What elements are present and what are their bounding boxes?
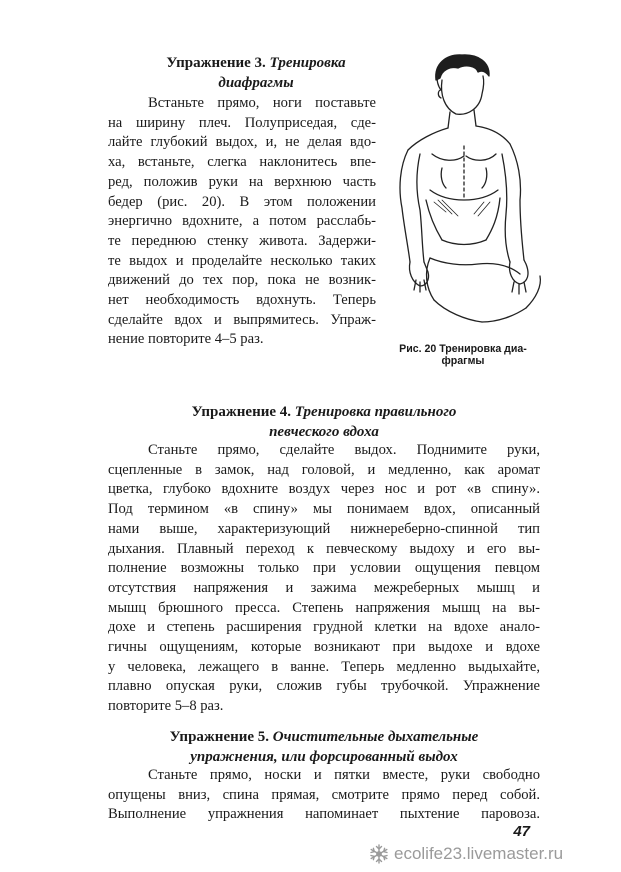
figure-caption-line-1: Рис. 20 Тренировка диа-	[399, 343, 527, 355]
text-line: гичны ощущениям, которые возникают при выдохе и вдохе	[108, 639, 540, 656]
text-line: движений до тех пор, пока не возник-	[108, 272, 376, 289]
snowflake-icon	[368, 843, 390, 865]
text-line: полнение возможны только при условии ощущения певцом	[108, 560, 540, 577]
text-line: ред, положив руки на верхнюю часть	[108, 173, 376, 190]
figure-caption	[382, 343, 544, 367]
watermark	[368, 842, 563, 866]
exercise-5-title-italic-2: упражнения, или форсированный выдох	[190, 749, 458, 765]
exercise-5-text	[108, 766, 540, 825]
torso-illustration	[386, 50, 554, 340]
text-line: бедер (рис. 20). В этом положении	[108, 193, 376, 210]
text-line: сделайте вдох и выпрямитесь. Упраж-	[108, 311, 376, 328]
text-line: Под термином «в спину» мы понимаем вдох, описанный	[108, 501, 540, 518]
text-line: отсутствия напряжения и зажима межреберных мышц и	[108, 579, 540, 596]
watermark-text: ecolife23.livemaster.ru	[394, 844, 564, 863]
text-line: те переднюю стенку живота. Задержи-	[108, 232, 376, 249]
exercise-3-heading	[118, 53, 394, 93]
text-line: опущены вниз, спина прямая, смотрите прямо перед собой.	[108, 786, 540, 803]
exercise-3-title-italic-2: диафрагмы	[218, 75, 294, 91]
text-line: сцепленные в замок, над головой, и медленно, как аромат	[108, 461, 540, 478]
text-line: на ширину плеч. Полуприседая, сде-	[108, 114, 376, 131]
exercise-3-text	[108, 94, 376, 350]
text-line: мышц брюшного пресса. Степень напряжения мышц на вы-	[108, 599, 540, 616]
text-line: дохе и степень расширения грудной клетки на вдохе анало-	[108, 619, 540, 636]
exercise-3-title-bold: Упражнение 3.	[166, 55, 266, 71]
text-line: те выдох и проделайте несколько таких	[108, 252, 376, 269]
text-line: повторите 5–8 раз.	[108, 698, 224, 715]
text-line: у человека, лежащего в ванне. Теперь медленно выдыхайте,	[108, 658, 540, 675]
figure-caption-line-2: фрагмы	[441, 355, 485, 367]
text-line: лайте глубокий выдох, и, не делая вдо-	[108, 134, 376, 151]
text-line: цветка, глубоко вдохните воздух через нос и рот «в спину».	[108, 481, 540, 498]
text-line: нами выше, характеризующий нижнереберно-спинной тип	[108, 520, 540, 537]
exercise-3-title-italic: Тренировка	[269, 55, 346, 71]
exercise-5-heading	[108, 727, 540, 767]
exercise-4-text	[108, 441, 540, 717]
text-line: Станьте прямо, носки и пятки вместе, руки свободно	[148, 767, 540, 783]
exercise-4-title-bold: Упражнение 4.	[191, 404, 292, 420]
exercise-4-heading	[108, 402, 540, 442]
text-line: дыхания. Плавный переход к певческому выдоху и его вы-	[108, 540, 540, 557]
text-line: Станьте прямо, сделайте выдох. Поднимите руки,	[148, 442, 540, 458]
exercise-4-title-italic: Тренировка правильного	[294, 404, 457, 420]
exercise-5-title-italic: Очистительные дыхательные	[272, 729, 479, 745]
exercise-4-title-italic-2: певческого вдоха	[269, 424, 379, 440]
text-line: Встаньте прямо, ноги поставьте	[148, 95, 376, 111]
text-line: плавно опуская руки, сложив губы трубочкой. Упражнение	[108, 678, 540, 695]
text-line: ха, встаньте, слегка наклонитесь впе-	[108, 154, 376, 171]
text-line: Выполнение упражнения напоминает пыхтение паровоза.	[108, 806, 540, 823]
exercise-5-title-bold: Упражнение 5.	[169, 729, 270, 745]
page-number: 47	[513, 823, 530, 840]
text-line: нет необходимость вдохнуть. Теперь	[108, 292, 376, 309]
text-line: энергично вдохните, а потом расслабь-	[108, 213, 376, 230]
text-line: нение повторите 4–5 раз.	[108, 331, 264, 348]
